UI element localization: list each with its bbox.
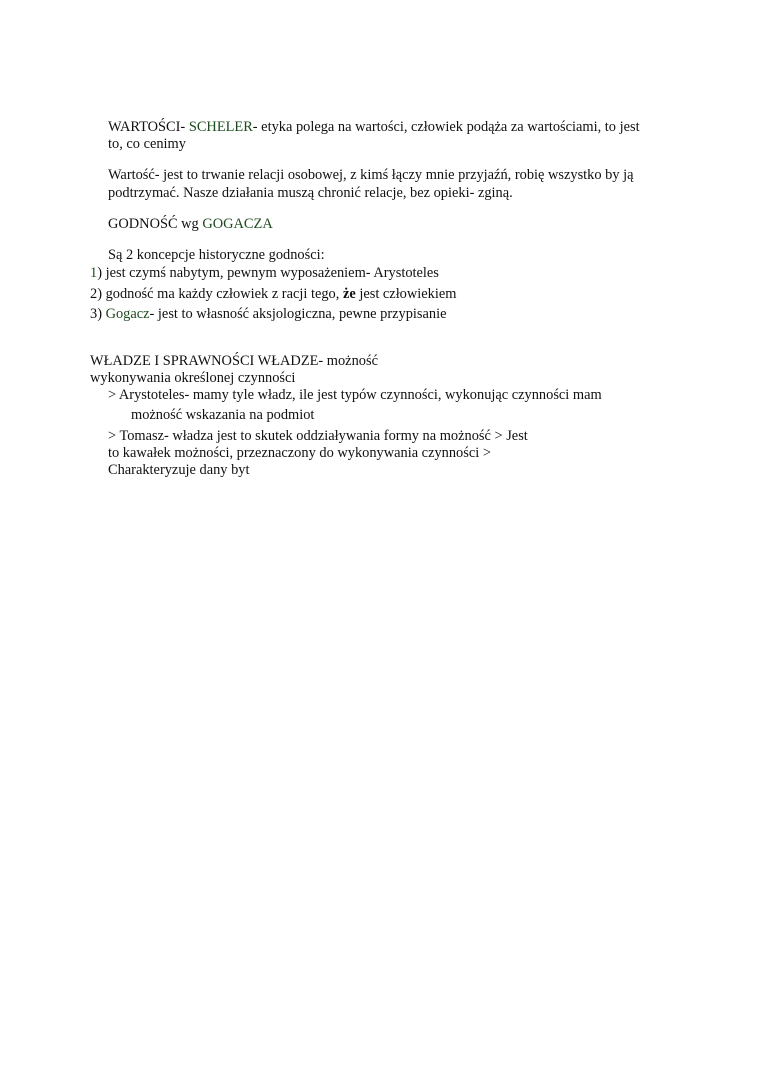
item-2-bold-word: że [342,286,356,302]
item-1-text: ) jest czymś nabytym, pewnym wyposażeniem- Arystoteles [97,265,439,281]
tomasz-bullet-line-2: to kawałek możności, przeznaczony do wykonywania czynności > [108,445,491,461]
item-2-text-before: 2) godność ma każdy człowiek z racji tego, [90,286,343,302]
item-3-text: - jest to własność aksjologiczna, pewne przypisanie [149,306,447,322]
scheler-paragraph-line-2: to, co cenimy [108,136,186,152]
wartosc-paragraph-line-2: podtrzymać. Nasze działania muszą chronić relacje, bez opieki- zginą. [108,185,513,201]
tomasz-bullet-line-3: Charakteryzuje dany byt [108,462,250,478]
godnosc-heading [108,215,273,233]
wartosc-paragraph-line-1: Wartość- jest to trwanie relacji osobowej, z kimś łączy mnie przyjaźń, robię wszystko by ją [108,167,634,183]
author-name-gogacza: GOGACZA [202,216,273,232]
scheler-text: - etyka polega na wartości, człowiek podąża za wartościami, to jest [252,119,640,135]
item-3-number: 3) [90,306,106,322]
koncepcja-item-2 [90,285,456,303]
arystoteles-bullet-line-1: > Arystoteles- mamy tyle władz, ile jest typów czynności, wykonując czynności mam [108,387,602,403]
koncepcje-intro: Są 2 koncepcje historyczne godności: [108,247,325,263]
wladze-heading-line-2: wykonywania określonej czynności [90,370,296,386]
godnosc-heading-prefix: GODNOŚĆ wg [108,216,203,232]
author-name-scheler: SCHELER [188,119,253,135]
koncepcja-item-1 [90,264,439,282]
arystoteles-bullet-line-2: możność wskazania na podmiot [131,407,315,423]
scheler-paragraph-line-1 [108,118,640,136]
wladze-heading-line-1: WŁADZE I SPRAWNOŚCI WŁADZE- możność [90,353,378,369]
item-1-number: 1 [90,265,98,281]
section-heading-wartosci: WARTOŚCI- [108,119,189,135]
author-name-gogacz: Gogacz [105,306,150,322]
tomasz-bullet-line-1: > Tomasz- władza jest to skutek oddziaływania formy na możność > Jest [108,428,528,444]
item-2-text-after: jest człowiekiem [355,286,457,302]
koncepcja-item-3 [90,305,446,323]
